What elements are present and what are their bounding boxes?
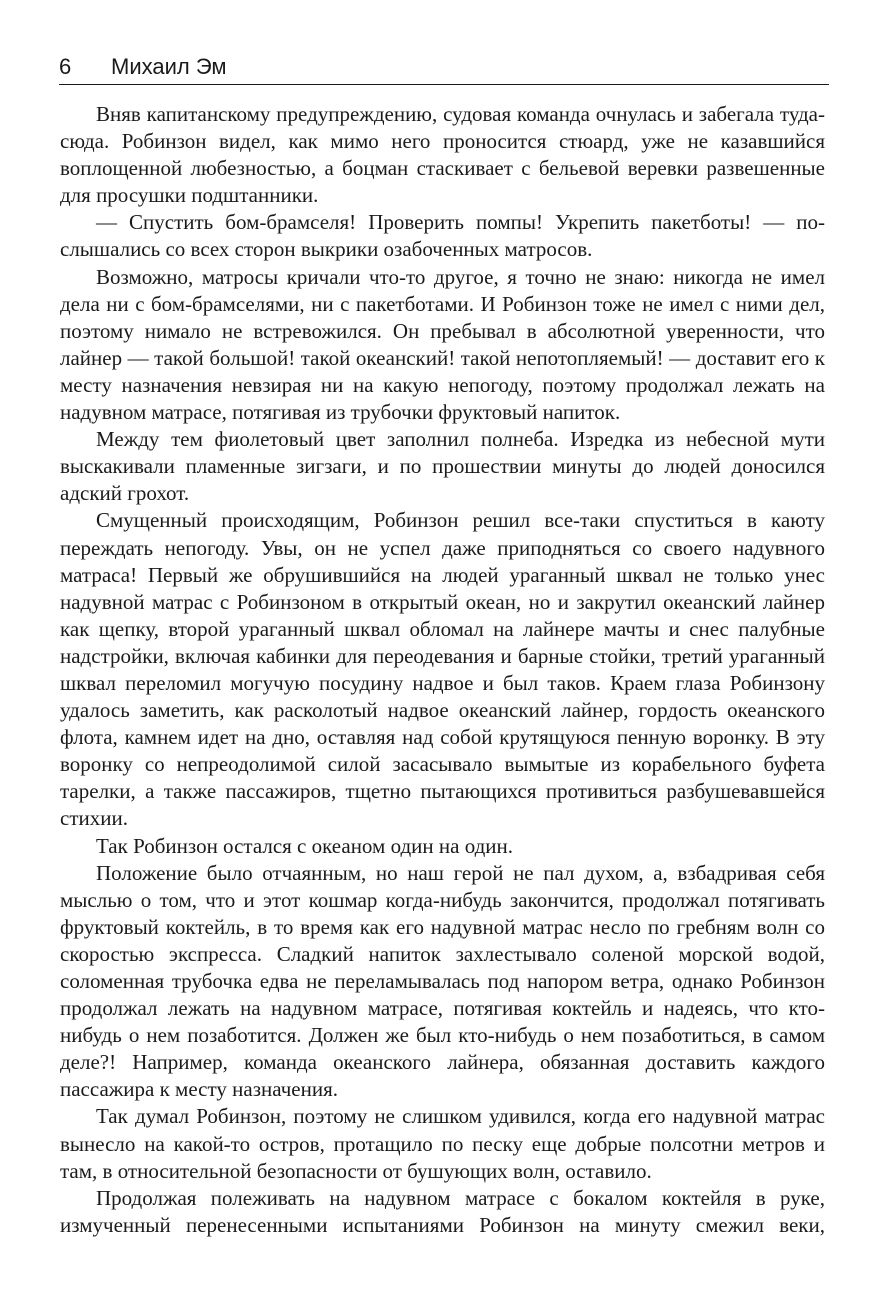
paragraph: Возможно, матросы кричали что-то другое, я точно не знаю: никогда не имел дела ни с бом-брамселями, ни с пакетботами. И Робинзон тоже не имел с ними дел, поэтому нимало не встревожился. Он пребывал в абсолютной уверенности, что лайнер — такой большой! такой океанский! такой непотопляемый! — доставит его к месту назначения невзирая ни на какую непогоду, поэтому продолжал лежать на надувном матрасе, потягивая из трубочки фруктовый напиток. (60, 264, 825, 425)
paragraph: Положение было отчаянным, но наш герой не пал духом, а, взбадривая себя мыслью о том, что и этот кошмар когда-нибудь закончится, продолжал потягивать фруктовый коктейль, в то время как его надувной матрас несло по гребням волн со скоростью экспресса. Сладкий напиток захлестывало соленой морской водой, соломенная трубочка едва не переламывалась под напором ветра, однако Робинзон продолжал лежать на надувном матрасе, потягивая коктейль и надеясь, что кто-нибудь о нем позаботится. Должен же был кто-нибудь о нем позаботиться, в самом деле?! Например, команда океанского лайнера, обязанная доставить каждого пассажира к месту назначения. (60, 860, 825, 1102)
body-text (60, 101, 825, 1239)
paragraph: Смущенный происходящим, Робинзон решил все-таки спуститься в каюту переждать непогоду. Увы, он не успел даже приподняться со своего надувного матраса! Первый же обрушившийся на людей ураганный шквал не только унес надувной матрас с Робинзоном в открытый океан, но и закрутил океанский лайнер как щепку, второй ураганный шквал обломал на лайнере мачты и снес палубные надстройки, включая кабинки для переодевания и барные стойки, третий ураганный шквал переломил могучую посудину надвое и был таков. Краем глаза Робинзону удалось заметить, как расколотый надвое океанский лайнер, гордость океанского флота, камнем идет на дно, оставляя над собой крутящуюся пенную воронку. В эту воронку со непреодолимой силой засасывало вымытые из корабельного буфета тарелки, а также пассажиров, тщетно пытающихся противиться разбушевавшейся стихии. (60, 508, 825, 831)
running-header (59, 52, 829, 85)
paragraph: Между тем фиолетовый цвет заполнил полнеба. Изредка из небесной мути выскакивали пламенные зигзаги, и по прошествии минуты до людей доносился адский грохот. (60, 427, 825, 506)
page-number: 6 (59, 54, 72, 79)
paragraph: Вняв капитанскому предупреждению, судовая команда очнулась и забегала туда-сюда. Робинзон видел, как мимо него проносится стюард, уже не казавшийся воплощенной любезностью, а боцман стаскивает с бельевой веревки развешенные для просушки подштанники. (60, 102, 825, 208)
paragraph: Продолжая полеживать на надувном матрасе с бокалом коктейля в руке, измученный перенесенными испытаниями Робинзон на минуту смежил веки, (60, 1185, 825, 1237)
paragraph: — Спустить бом-брамселя! Проверить помпы! Укрепить пакетботы! — послышались со всех сторон выкрики озабоченных матросов. (60, 210, 825, 262)
author-name: Михаил Эм (111, 54, 227, 79)
paragraph: Так Робинзон остался с океаном один на один. (96, 833, 513, 858)
paragraph: Так думал Робинзон, поэтому не слишком удивился, когда его надувной матрас вынесло на какой-то остров, протащило по песку еще добрые полсотни метров и там, в относительной безопасности от бушующих волн, оставило. (60, 1104, 825, 1183)
